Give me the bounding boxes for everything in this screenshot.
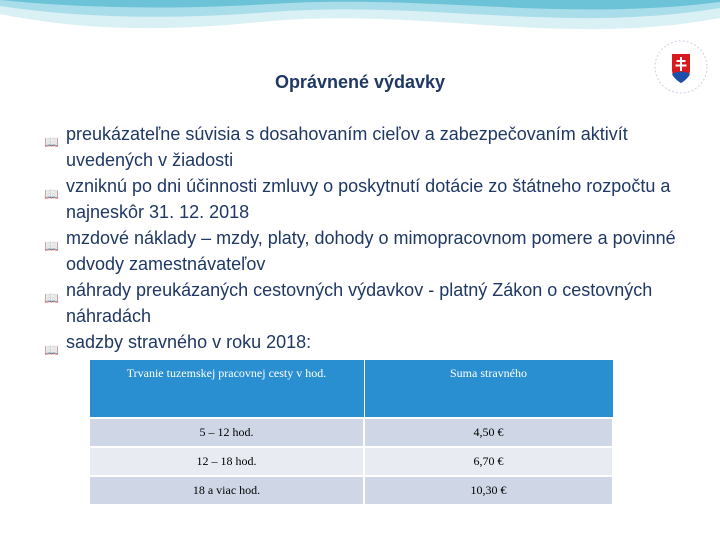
column-header-duration: Trvanie tuzemskej pracovnej cesty v hod. xyxy=(89,360,364,419)
cell-amount: 10,30 € xyxy=(364,476,613,505)
book-icon: 📖 xyxy=(44,239,59,253)
list-item xyxy=(44,121,684,173)
book-icon: 📖 xyxy=(44,343,59,357)
cell-duration: 18 a viac hod. xyxy=(89,476,364,505)
list-item xyxy=(44,225,684,277)
bullet-text: vzniknú po dni účinnosti zmluvy o poskytnutí dotácie zo štátneho rozpočtu a najneskôr 31. 12. 2018 xyxy=(66,176,671,222)
book-icon: 📖 xyxy=(44,291,59,305)
meal-allowance-table xyxy=(88,359,614,506)
bullet-text: náhrady preukázaných cestovných výdavkov - platný Zákon o cestovných náhradách xyxy=(66,280,653,326)
list-item xyxy=(44,277,684,329)
book-icon: 📖 xyxy=(44,187,59,201)
column-header-amount: Suma stravného xyxy=(364,360,613,419)
header-wave-decoration xyxy=(0,0,720,70)
table-row xyxy=(89,476,613,505)
table-header-row xyxy=(89,360,613,419)
list-item xyxy=(44,173,684,225)
table-row xyxy=(89,447,613,476)
bullet-text: sadzby stravného v roku 2018: xyxy=(66,332,312,352)
cell-amount: 4,50 € xyxy=(364,418,613,447)
list-item xyxy=(44,329,684,355)
cell-amount: 6,70 € xyxy=(364,447,613,476)
bullet-list xyxy=(44,121,684,355)
slide-title xyxy=(0,72,720,93)
cell-duration: 5 – 12 hod. xyxy=(89,418,364,447)
bullet-text: mzdové náklady – mzdy, platy, dohody o mimopracovnom pomere a povinné odvody zamestnávateľov xyxy=(66,228,676,274)
cell-duration: 12 – 18 hod. xyxy=(89,447,364,476)
table-row xyxy=(89,418,613,447)
slide-title-text: Oprávnené výdavky xyxy=(274,72,446,92)
bullet-text: preukázateľne súvisia s dosahovaním cieľov a zabezpečovaním aktivít uvedených v žiadosti xyxy=(66,124,628,170)
book-icon: 📖 xyxy=(44,135,59,149)
